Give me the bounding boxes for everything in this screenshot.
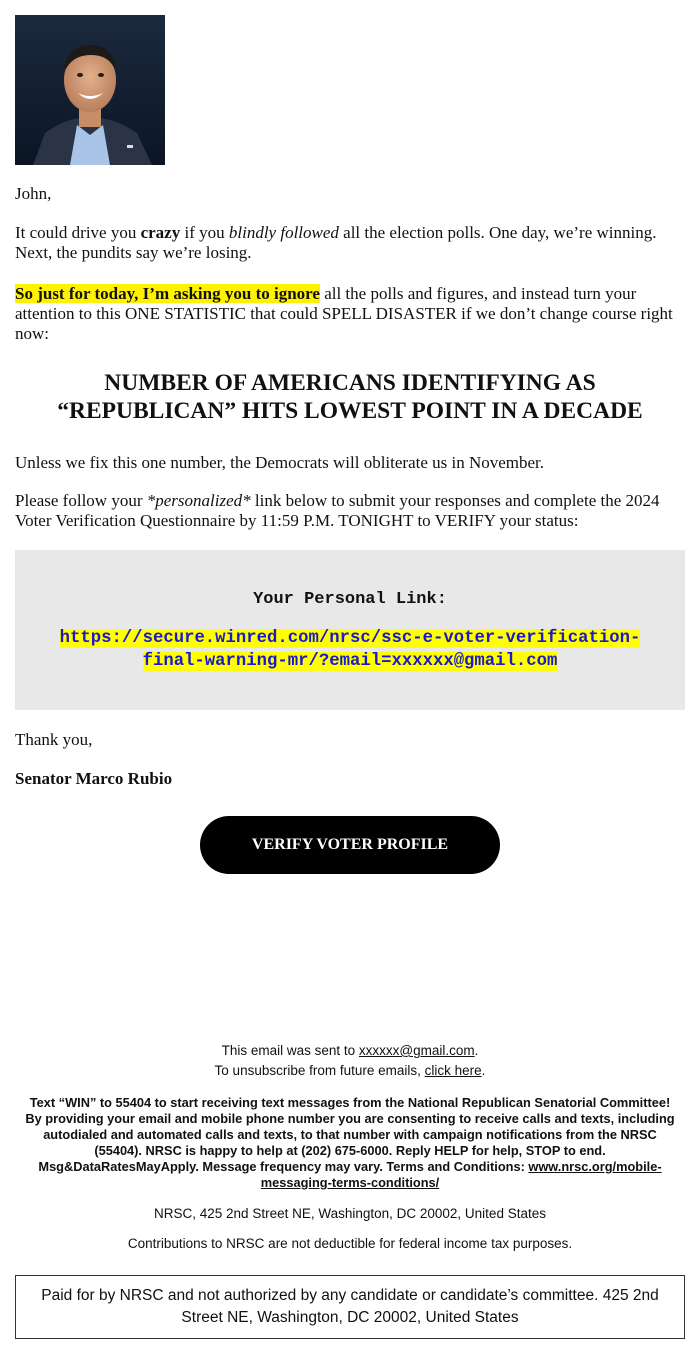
- instruction-text-a: Please follow your: [15, 491, 147, 510]
- instruction-paragraph: [15, 491, 685, 531]
- terms-link[interactable]: www.nrsc.org/mobile-messaging-terms-conditions/: [260, 1159, 662, 1190]
- senator-photo: [15, 15, 165, 165]
- personalized-italic: *personalized*: [146, 491, 251, 510]
- unsubscribe-link[interactable]: click here: [424, 1063, 482, 1078]
- ignore-rest: all the polls and figures, and instead turn your attention to this ONE STATISTIC that could SPELL DISASTER if we don’t change course right now:: [15, 284, 673, 343]
- warning-paragraph: Unless we fix this one number, the Democrats will obliterate us in November.: [15, 453, 545, 472]
- verify-voter-profile-button[interactable]: VERIFY VOTER PROFILE: [200, 816, 500, 874]
- sms-text: Text “WIN” to 55404 to start receiving text messages from the National Republican Senatorial Committee! By providing your email and mobile phone number you are consenting to receive calls and texts, including autodialed and automated calls and texts, to that number with campaign notifications from the NRSC (55404). NRSC is happy to help at (202) 675-6000. Reply HELP for help, STOP to end. Msg&DataRatesMayApply. Message frequency may vary. Terms and Conditions:: [25, 1095, 675, 1174]
- paid-for-text: Paid for by NRSC and not authorized by any candidate or candidate’s committee. 425 2nd Street NE, Washington, DC 20002, United States: [41, 1287, 659, 1326]
- intro-italic: blindly followed: [228, 223, 339, 242]
- intro-text-e: all the election polls. One day, we’re winning. Next, the pundits say we’re losing.: [15, 223, 657, 262]
- personal-link-url-container: [45, 627, 655, 673]
- sms-disclaimer: [20, 1095, 680, 1191]
- intro-text-c: if you: [180, 223, 229, 242]
- portrait-image: [15, 15, 165, 165]
- greeting: John,: [15, 184, 52, 203]
- personal-link-box: [15, 550, 685, 710]
- sent-suffix: .: [474, 1043, 479, 1058]
- sent-email-link[interactable]: xxxxxx@gmail.com: [358, 1043, 475, 1058]
- sent-to-line: [15, 1041, 685, 1061]
- ignore-paragraph: [15, 284, 685, 344]
- highlighted-text: So just for today, I’m asking you to ignore: [15, 284, 320, 303]
- unsubscribe-line: [15, 1061, 685, 1081]
- instruction-text-c: link below to submit your responses and complete the 2024 Voter Verification Questionnaire by 11:59 P.M. TONIGHT to VERIFY your status:: [15, 491, 660, 530]
- personal-link-label: Your Personal Link:: [253, 590, 447, 609]
- intro-text-a: It could drive you: [15, 223, 141, 242]
- headline: NUMBER OF AMERICANS IDENTIFYING AS “REPUBLICAN” HITS LOWEST POINT IN A DECADE: [57, 370, 643, 424]
- sent-prefix: This email was sent to: [221, 1043, 359, 1058]
- intro-bold: crazy: [140, 223, 181, 242]
- intro-paragraph: [15, 223, 685, 263]
- tax-note: Contributions to NRSC are not deductible for federal income tax purposes.: [127, 1236, 573, 1251]
- closing: Thank you,: [15, 730, 93, 749]
- address: NRSC, 425 2nd Street NE, Washington, DC 20002, United States: [154, 1206, 546, 1221]
- signature: Senator Marco Rubio: [15, 769, 173, 788]
- paid-for-disclaimer: [15, 1275, 685, 1339]
- unsub-suffix: .: [481, 1063, 486, 1078]
- unsub-prefix: To unsubscribe from future emails,: [214, 1063, 425, 1078]
- personal-link-url[interactable]: https://secure.winred.com/nrsc/ssc-e-voter-verification-final-warning-mr/?email=xxxxxx@gmail.com: [59, 629, 641, 671]
